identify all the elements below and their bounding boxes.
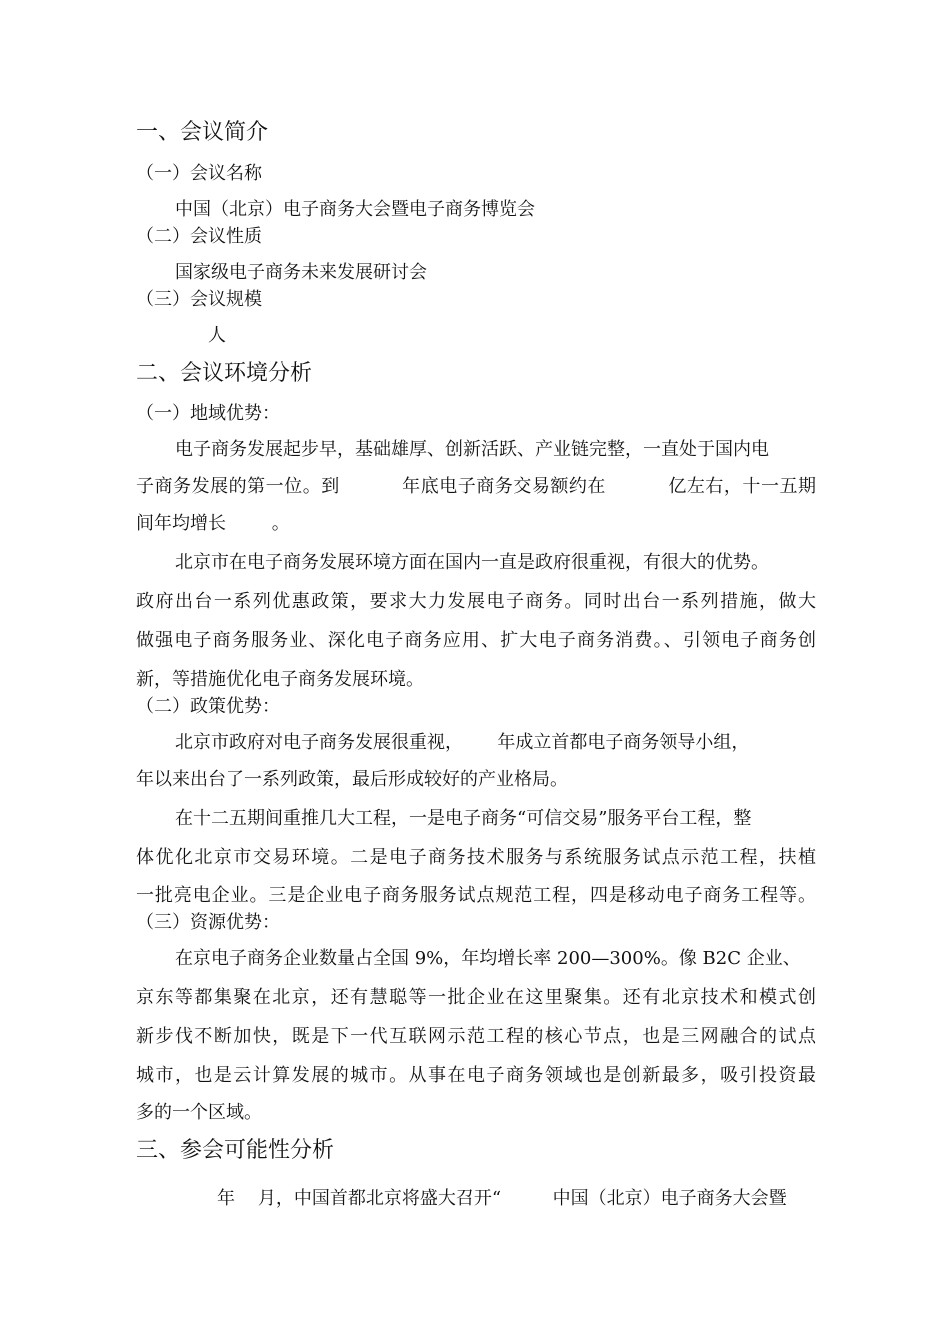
paragraph-line: 年 月，中国首都北京将盛大召开“ 中国（北京）电子商务大会暨	[217, 1188, 787, 1209]
paragraph-line: 年以来出台了一系列政策，最后形成较好的产业格局。	[136, 769, 568, 790]
paragraph-line: 新，等措施优化电子商务发展环境。	[136, 669, 424, 690]
subheading-conference-scale: （三）会议规模	[136, 289, 262, 310]
paragraph-line: 城市，也是云计算发展的城市。从事在电子商务领域也是创新最多，吸引投资最	[136, 1065, 816, 1086]
paragraph-line: 北京市在电子商务发展环境方面在国内一直是政府很重视，有很大的优势。	[175, 552, 769, 573]
section-heading-intro: 一、会议简介	[136, 120, 269, 145]
paragraph-line: 间年均增长 。	[136, 513, 290, 534]
subheading-policy-advantage: （二）政策优势：	[136, 696, 280, 717]
paragraph-line: 多的一个区域。	[136, 1102, 262, 1123]
subheading-conference-nature: （二）会议性质	[136, 226, 262, 247]
paragraph-line: 体优化北京市交易环境。二是电子商务技术服务与系统服务试点示范工程，扶植	[136, 847, 816, 868]
paragraph-line: 子商务发展的第一位。到 年底电子商务交易额约在 亿左右，十一五期	[136, 476, 816, 497]
conference-scale-text: 人	[208, 325, 226, 346]
paragraph-line: 新步伐不断加快，既是下一代互联网示范工程的核心节点，也是三网融合的试点	[136, 1026, 816, 1047]
paragraph-line: 在京电子商务企业数量占全国 9%，年均增长率 200—300%。像 B2C 企业、	[175, 948, 801, 969]
paragraph-line: 一批亮电企业。三是企业电子商务服务试点规范工程，四是移动电子商务工程等。	[136, 885, 816, 906]
paragraph-line: 做强电子商务服务业、深化电子商务应用、扩大电子商务消费。、引领电子商务创	[136, 630, 816, 651]
section-heading-feasibility: 三、参会可能性分析	[136, 1138, 335, 1163]
section-heading-environment: 二、会议环境分析	[136, 361, 313, 386]
paragraph-line: 北京市政府对电子商务发展很重视， 年成立首都电子商务领导小组，	[175, 732, 750, 753]
conference-nature-text: 国家级电子商务未来发展研讨会	[175, 262, 427, 283]
paragraph-line: 政府出台一系列优惠政策，要求大力发展电子商务。同时出台一系列措施，做大	[136, 591, 816, 612]
subheading-conference-name: （一）会议名称	[136, 163, 262, 184]
paragraph-line: 在十二五期间重推几大工程，一是电子商务“可信交易”服务平台工程，整	[175, 808, 752, 829]
paragraph-line: 京东等都集聚在北京，还有慧聪等一批企业在这里聚集。还有北京技术和模式创	[136, 987, 816, 1008]
paragraph-line: 电子商务发展起步早，基础雄厚、创新活跃、产业链完整，一直处于国内电	[175, 439, 769, 460]
subheading-resource-advantage: （三）资源优势：	[136, 912, 280, 933]
subheading-regional-advantage: （一）地域优势：	[136, 403, 280, 424]
conference-name-text: 中国（北京）电子商务大会暨电子商务博览会	[175, 199, 535, 220]
